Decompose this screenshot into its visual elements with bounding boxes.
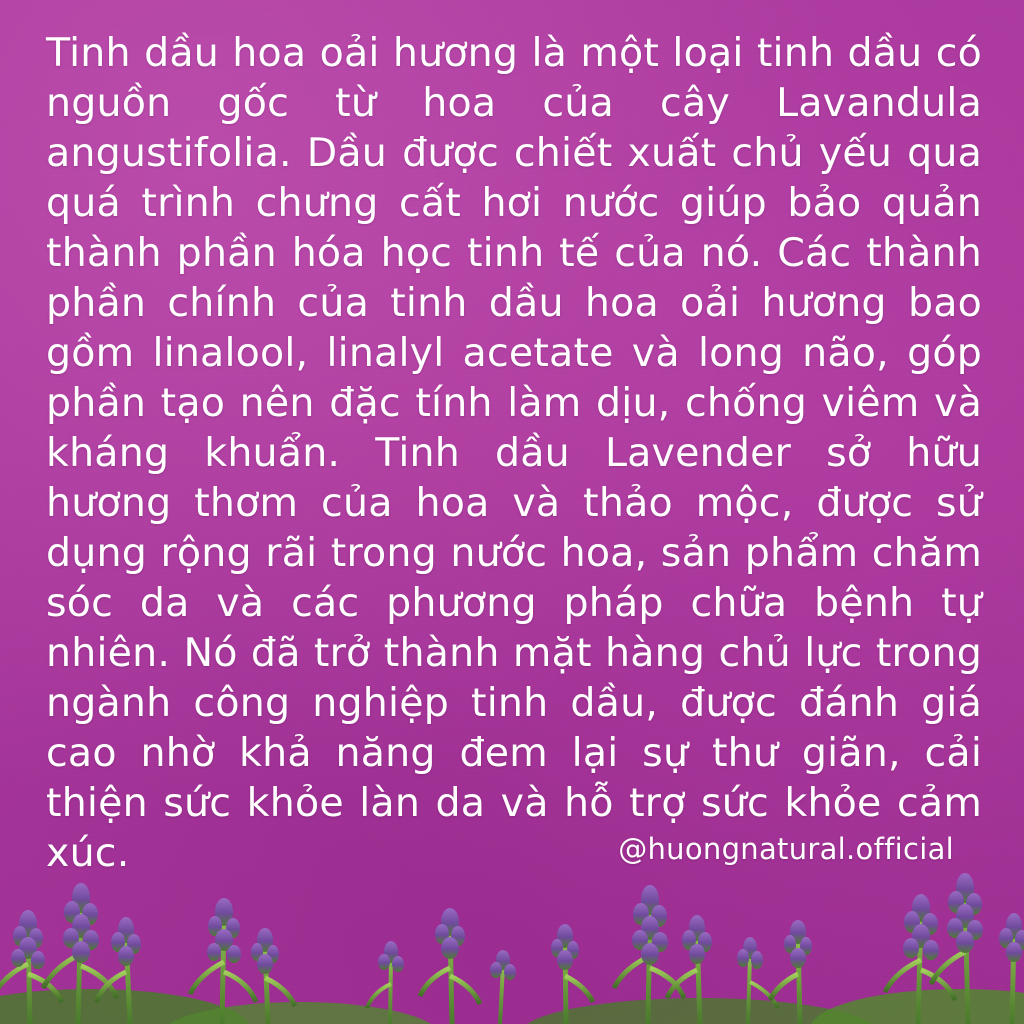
social-handle: @huongnatural.official <box>618 832 954 866</box>
body-paragraph: Tinh dầu hoa oải hương là một loại tinh dầu có nguồn gốc từ hoa của cây Lavandula angustifolia. Dầu được chiết xuất chủ yếu qua quá trình chưng cất hơi nước giúp bảo quản thành phần hóa học tinh tế của nó. Các thành phần chính của tinh dầu hoa oải hương bao gồm linalool, linalyl acetate và long não, góp phần tạo nên đặc tính làm dịu, chống viêm và kháng khuẩn. Tinh dầu Lavender sở hữu hương thơm của hoa và thảo mộc, được sử dụng rộng rãi trong nước hoa, sản phẩm chăm sóc da và các phương pháp chữa bệnh tự nhiên. Nó đã trở thành mặt hàng chủ lực trong ngành công nghiệp tinh dầu, được đánh giá cao nhờ khả năng đem lại sự thư giãn, cải thiện sức khỏe làn da và hỗ trợ sức khỏe cảm xúc. <box>46 30 982 876</box>
